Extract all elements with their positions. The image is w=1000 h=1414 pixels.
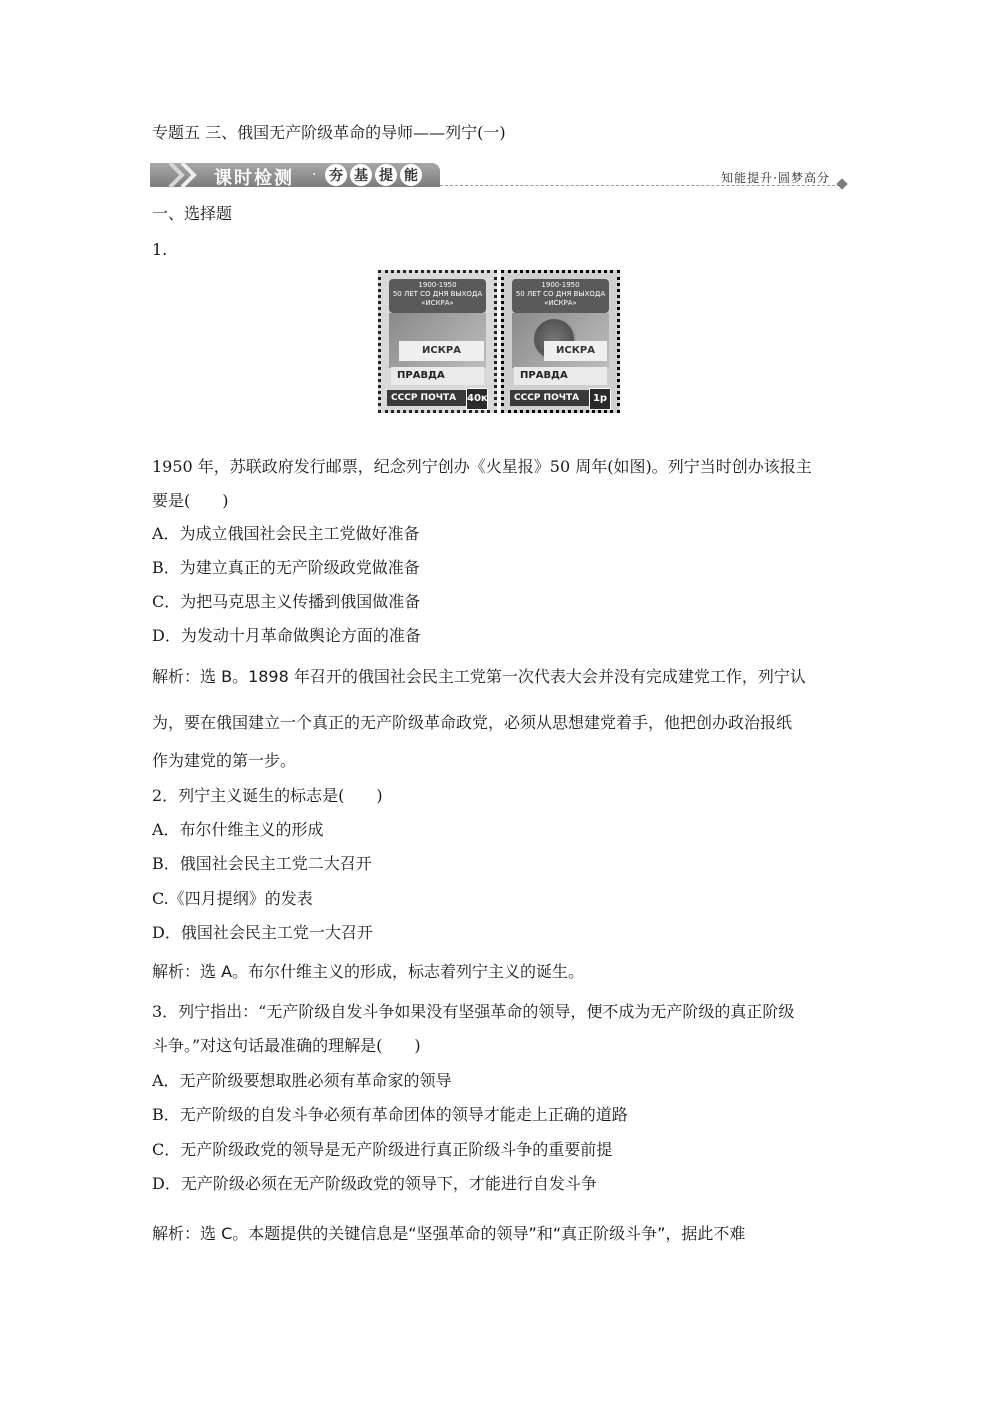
stamp-caption: 1900-1950 50 ЛЕТ СО ДНЯ ВЫХОДА «ИСКРА» — [512, 279, 609, 313]
option-a: A．无产阶级要想取胜必须有革命家的领导 — [152, 1071, 452, 1090]
section-heading: 一、选择题 — [152, 204, 233, 223]
analysis-text: 解析：选 A。布尔什维主义的形成，标志着列宁主义的诞生。 — [152, 962, 585, 981]
option-d: D．无产阶级必须在无产阶级政党的领导下，才能进行自发斗争 — [152, 1174, 597, 1193]
stamp-image — [378, 270, 620, 413]
stamp-pravda: ПРАВДА — [514, 367, 607, 385]
circled-char: 提 — [375, 164, 397, 186]
option-b: B．为建立真正的无产阶级政党做准备 — [152, 558, 420, 577]
option-b: B．无产阶级的自发斗争必须有革命团体的领导才能走上正确的道路 — [152, 1105, 628, 1124]
stamp-caption: 1900-1950 50 ЛЕТ СО ДНЯ ВЫХОДА «ИСКРА» — [389, 279, 486, 313]
question-number: 1. — [152, 240, 168, 259]
stamp-40k — [378, 270, 497, 413]
analysis-text: 解析：选 B。1898 年召开的俄国社会民主工党第一次代表大会并没有完成建党工作，列宁认 — [152, 667, 806, 686]
question-stem: 1950 年，苏联政府发行邮票，纪念列宁创办《火星报》50 周年(如图)。列宁当时创办该报主 — [152, 457, 812, 476]
question-stem: 3．列宁指出：“无产阶级自发斗争如果没有坚强革命的领导，便不成为无产阶级的真正阶级 — [152, 1002, 795, 1021]
question-stem: 斗争。”对这句话最准确的理解是( ) — [152, 1036, 421, 1055]
option-b: B．俄国社会民主工党二大召开 — [152, 854, 372, 873]
banner-slogan: 知能提升·圆梦高分 — [721, 171, 830, 185]
option-d: D．俄国社会民主工党一大召开 — [152, 923, 373, 942]
question-stem: 2．列宁主义诞生的标志是( ) — [152, 786, 383, 805]
diamond-icon — [836, 178, 847, 189]
question-stem: 要是( ) — [152, 491, 229, 510]
option-c: C.《四月提纲》的发表 — [152, 889, 313, 908]
document-title: 专题五 三、俄国无产阶级革命的导师——列宁(一) — [152, 123, 506, 142]
stamp-footer: СССР ПОЧТА 40к — [387, 390, 488, 406]
banner-circled-chars — [325, 164, 422, 186]
stamp-newspaper: ИСКРА — [399, 341, 484, 361]
analysis-text: 解析：选 C。本题提供的关键信息是“坚强革命的领导”和“真正阶级斗争”，据此不难 — [152, 1224, 746, 1243]
stamp-newspaper: ИСКРА — [544, 341, 607, 361]
double-chevron-icon — [166, 161, 210, 189]
analysis-text: 作为建党的第一步。 — [152, 751, 297, 770]
option-d: D．为发动十月革命做舆论方面的准备 — [152, 626, 421, 645]
circled-char: 夯 — [325, 164, 347, 186]
option-a: A．为成立俄国社会民主工党做好准备 — [152, 524, 420, 543]
option-c: C．为把马克思主义传播到俄国做准备 — [152, 592, 421, 611]
analysis-text: 为，要在俄国建立一个真正的无产阶级革命政党，必须从思想建党着手，他把创办政治报纸 — [152, 713, 793, 732]
stamp-pravda: ПРАВДА — [391, 367, 484, 385]
circled-char: 能 — [400, 164, 422, 186]
banner-label: 课时检测 — [214, 168, 294, 189]
option-a: A．布尔什维主义的形成 — [152, 820, 324, 839]
stamp-1r — [501, 270, 620, 413]
section-banner — [150, 163, 850, 189]
option-c: C．无产阶级政党的领导是无产阶级进行真正阶级斗争的重要前提 — [152, 1140, 613, 1159]
stamp-footer: СССР ПОЧТА 1р — [510, 390, 611, 406]
banner-separator: · — [312, 167, 317, 183]
circled-char: 基 — [350, 164, 372, 186]
